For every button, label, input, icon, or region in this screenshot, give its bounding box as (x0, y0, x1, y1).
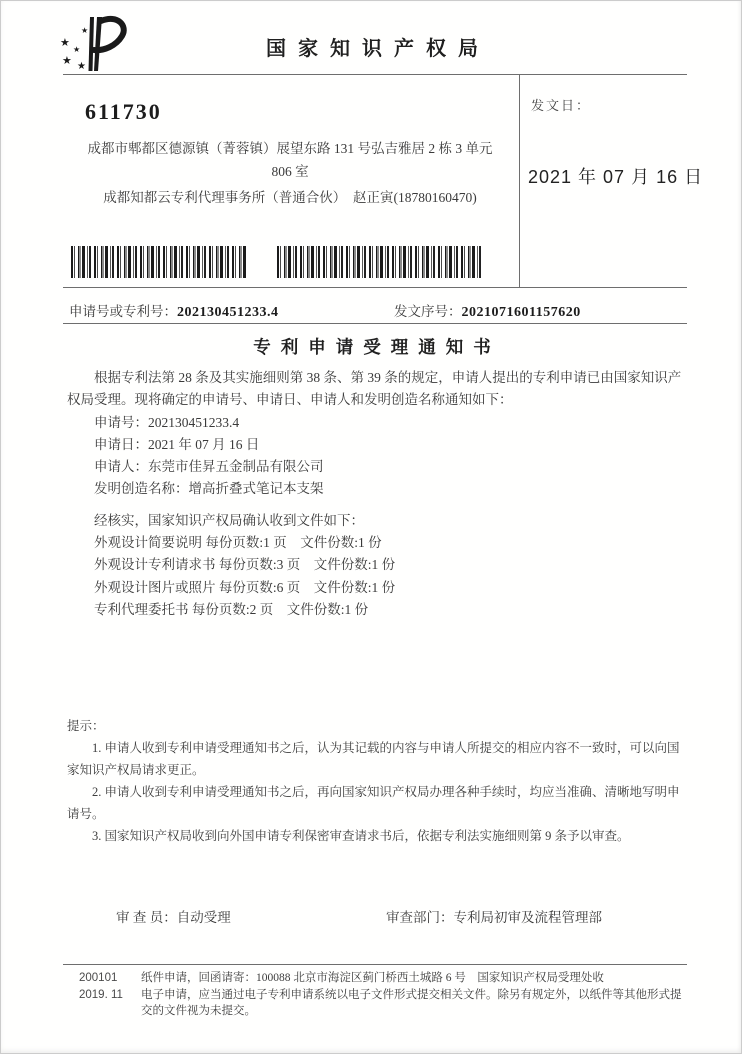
svg-text:★: ★ (81, 26, 89, 35)
field-invention-name: 发明创造名称：增高折叠式笔记本支架 (94, 481, 324, 497)
serial-number-label: 发文序号： (394, 304, 462, 319)
footer-form-code: 200101 (79, 972, 118, 984)
address-block-bottom-line (63, 287, 687, 288)
note-item: 2. 申请人收到专利申请受理通知书之后，再向国家知识产权局办理各种手续时，均应当准确、清晰地写明申请号。 (67, 785, 680, 821)
received-document-item: 专利代理委托书 每份页数:2 页 文件份数:1 份 (94, 601, 369, 617)
document-title: 专利申请受理通知书 (253, 337, 501, 357)
application-number-row (69, 300, 279, 321)
svg-text:★: ★ (62, 54, 72, 67)
svg-text:★: ★ (60, 36, 70, 49)
footer-electronic-line: 电子申请，应当通过电子专利申请系统以电子文件形式提交相关文件。除另有规定外，以纸件等其他形式提交的文件视为未提交。 (141, 988, 682, 1017)
serial-number-value: 2021071601157620 (461, 305, 581, 320)
recipient-block (85, 99, 495, 206)
header-divider-line (63, 74, 687, 75)
barcode-application-number (71, 246, 247, 278)
examiner-value: 自动受理 (176, 910, 231, 925)
office-name: 国家知识产权局 (266, 38, 490, 60)
barcode-serial-number (277, 246, 483, 278)
issue-date-label: 发文日： (531, 98, 592, 113)
verified-intro: 经核实，国家知识产权局确认收到文件如下： (94, 512, 364, 528)
footer-divider-line (63, 964, 687, 965)
department-label: 审查部门： (386, 910, 454, 925)
department-row (386, 906, 602, 926)
notes-label: 提示： (67, 719, 105, 733)
footer-instructions (141, 970, 689, 1020)
field-application-no: 申请号：202130451233.4 (94, 414, 240, 430)
notes-block (67, 715, 689, 847)
received-document-item: 外观设计图片或照片 每份页数:6 页 文件份数:1 份 (94, 579, 396, 595)
examiner-label: 审 查 员： (116, 910, 177, 925)
examiner-row (116, 906, 231, 926)
svg-text:★: ★ (73, 45, 81, 54)
note-item: 1. 申请人收到专利申请受理通知书之后，认为其记载的内容与申请人所提交的相应内容不一致时，可以向国家知识产权局请求更正。 (67, 741, 680, 777)
field-application-date: 申请日：2021 年 07 月 16 日 (94, 436, 260, 452)
footer-form-date: 2019. 11 (79, 988, 123, 1001)
recipient-agency-line: 成都知都云专利代理事务所（普通合伙） 赵正寅(18780160470) (103, 190, 477, 205)
footer-form-codes (79, 970, 139, 1003)
application-number-label: 申请号或专利号： (69, 304, 177, 319)
received-document-item: 外观设计简要说明 每份页数:1 页 文件份数:1 份 (94, 535, 382, 551)
serial-number-row (394, 300, 581, 321)
department-value: 专利局初审及流程管理部 (453, 910, 602, 925)
field-applicant: 申请人：东莞市佳昇五金制品有限公司 (94, 459, 324, 475)
recipient-address-line2: 806 室 (271, 164, 309, 179)
recipient-postal-code: 611730 (85, 99, 162, 124)
svg-text:★: ★ (77, 61, 86, 72)
received-document-item: 外观设计专利请求书 每份页数:3 页 文件份数:1 份 (94, 557, 396, 573)
issue-date-value: 2021 年 07 月 16 日 (528, 167, 704, 187)
date-box-divider-line (519, 74, 520, 287)
numbers-row-divider-line (63, 323, 687, 324)
intro-paragraph: 根据专利法第 28 条及其实施细则第 38 条、第 39 条的规定，申请人提出的专利申请已由国家知识产权局受理。现将确定的申请号、申请日、申请人和发明创造名称通知如下： (67, 370, 682, 408)
body-block (67, 367, 687, 621)
recipient-address-line1: 成都市郫都区德源镇（菁蓉镇）展望东路 131 号弘吉雅居 2 栋 3 单元 (87, 141, 493, 156)
footer-paper-line: 纸件申请，回函请寄：100088 北京市海淀区蓟门桥西土城路 6 号 国家知识产权局受理处收 (141, 972, 604, 984)
note-item: 3. 国家知识产权局收到向外国申请专利保密审查请求书后，依据专利法实施细则第 9 条予以审查。 (92, 829, 630, 843)
application-number-value: 202130451233.4 (177, 305, 279, 320)
